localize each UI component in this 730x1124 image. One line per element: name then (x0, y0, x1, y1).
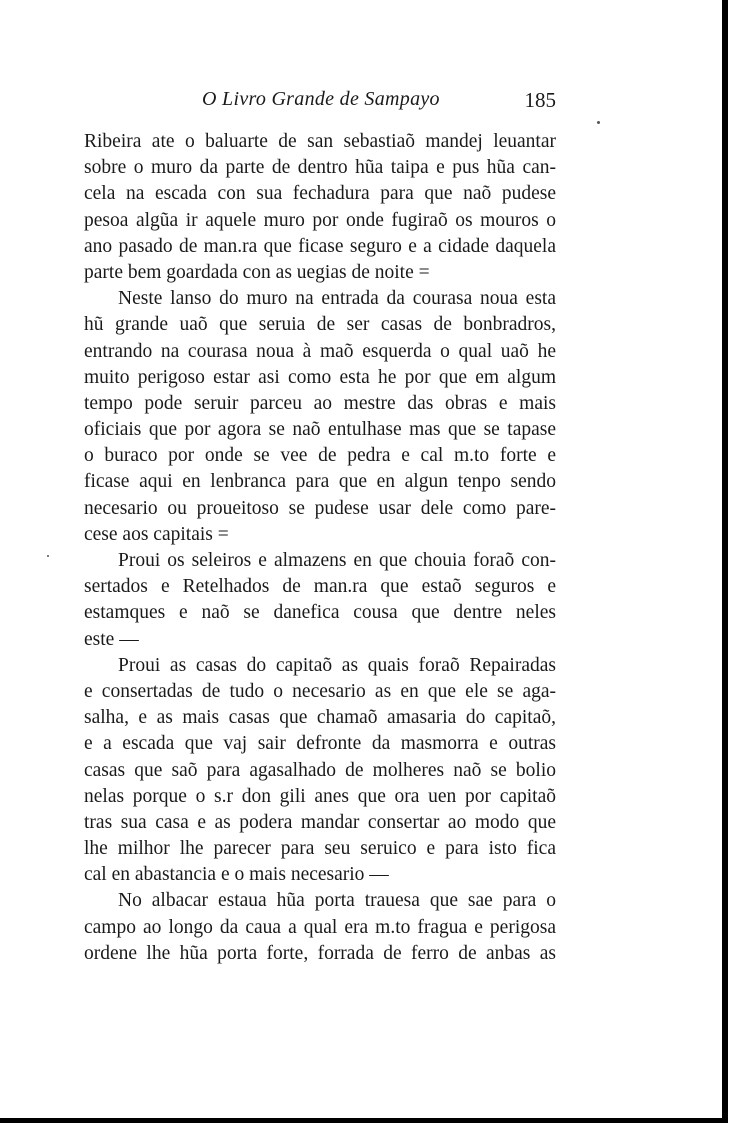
text-line: necesario ou proueitoso se pudese usar dele como pare- (84, 497, 556, 519)
text-line: o buraco por onde se vee de pedra e cal m.to forte e (84, 445, 556, 467)
text-line: muito perigoso estar asi como esta he por que em algum (84, 366, 556, 388)
text-line: Proui os seleiros e almazens en que chouia foraõ con- (118, 550, 556, 571)
text-line: entrando na courasa noua à maõ esquerda o qual uaõ he (84, 340, 556, 362)
text-line: Proui as casas do capitaõ as quais foraõ Repairadas (118, 654, 556, 676)
text-line: sertados e Retelhados de man.ra que estaõ seguros e (84, 576, 556, 598)
text-line: campo ao longo da caua a qual era m.to fragua e perigosa (84, 916, 556, 938)
paragraph (84, 653, 556, 889)
text-line: No albacar estaua hũa porta trauesa que sae para o (118, 890, 556, 912)
text-line: e consertadas de tudo o necesario as en que ele se aga- (84, 680, 556, 702)
text-line: parte bem goardada con as uegias de noite = (84, 261, 430, 283)
paper-speck (47, 555, 49, 557)
paragraph (84, 548, 556, 653)
text-line: sobre o muro da parte de dentro hũa taipa e pus hũa can- (84, 157, 556, 179)
text-line: e a escada que vaj sair defronte da masmorra e outras (84, 733, 556, 755)
text-line: ficase aqui en lenbranca para que en algun tenpo sendo (84, 471, 556, 493)
text-line: este — (84, 628, 139, 650)
text-line: tempo pode seruir parceu ao mestre das obras e mais (84, 392, 556, 414)
text-line: hũ grande uaõ que seruia de ser casas de bonbradros, (84, 314, 556, 336)
body-text (84, 129, 556, 967)
text-line: casas que saõ para agasalhado de molheres naõ se bolio (84, 759, 556, 781)
text-line: cela na escada con sua fechadura para que naõ pudese (84, 183, 556, 205)
text-line: nelas porque o s.r don gili anes que ora uen por capitaõ (84, 785, 556, 807)
paragraph (84, 286, 556, 548)
paragraph (84, 888, 556, 967)
text-line: oficiais que por agora se naõ entulhase mas que se tapase (84, 419, 556, 441)
text-line: lhe milhor lhe parecer para seu seruico e para isto fica (84, 838, 556, 860)
text-line: cal en abastancia e o mais necesario — (84, 864, 389, 886)
text-line: cese aos capitais = (84, 523, 229, 545)
running-title: O Livro Grande de Sampayo (202, 88, 440, 110)
text-line: Ribeira ate o baluarte de san sebastiaõ mandej leuantar (84, 131, 556, 152)
text-line: salha, e as mais casas que chamaõ amasaria do capitaõ, (84, 707, 556, 729)
text-line: tras sua casa e as podera mandar consertar ao modo que (84, 811, 556, 833)
text-line: Neste lanso do muro na entrada da courasa noua esta (118, 288, 556, 310)
running-head (84, 86, 556, 118)
text-line: ano pasado de man.ra que ficase seguro e a cidade daquela (84, 235, 556, 257)
text-line: ordene lhe hũa porta forte, forrada de ferro de anbas as (84, 942, 556, 964)
text-line: pesoa algũa ir aquele muro por onde fugiraõ os mouros o (84, 209, 556, 231)
text-line: estamques e naõ se danefica cousa que dentre neles (84, 602, 556, 624)
page-number: 185 (524, 88, 556, 112)
paragraph (84, 129, 556, 286)
paper-speck (597, 121, 600, 124)
